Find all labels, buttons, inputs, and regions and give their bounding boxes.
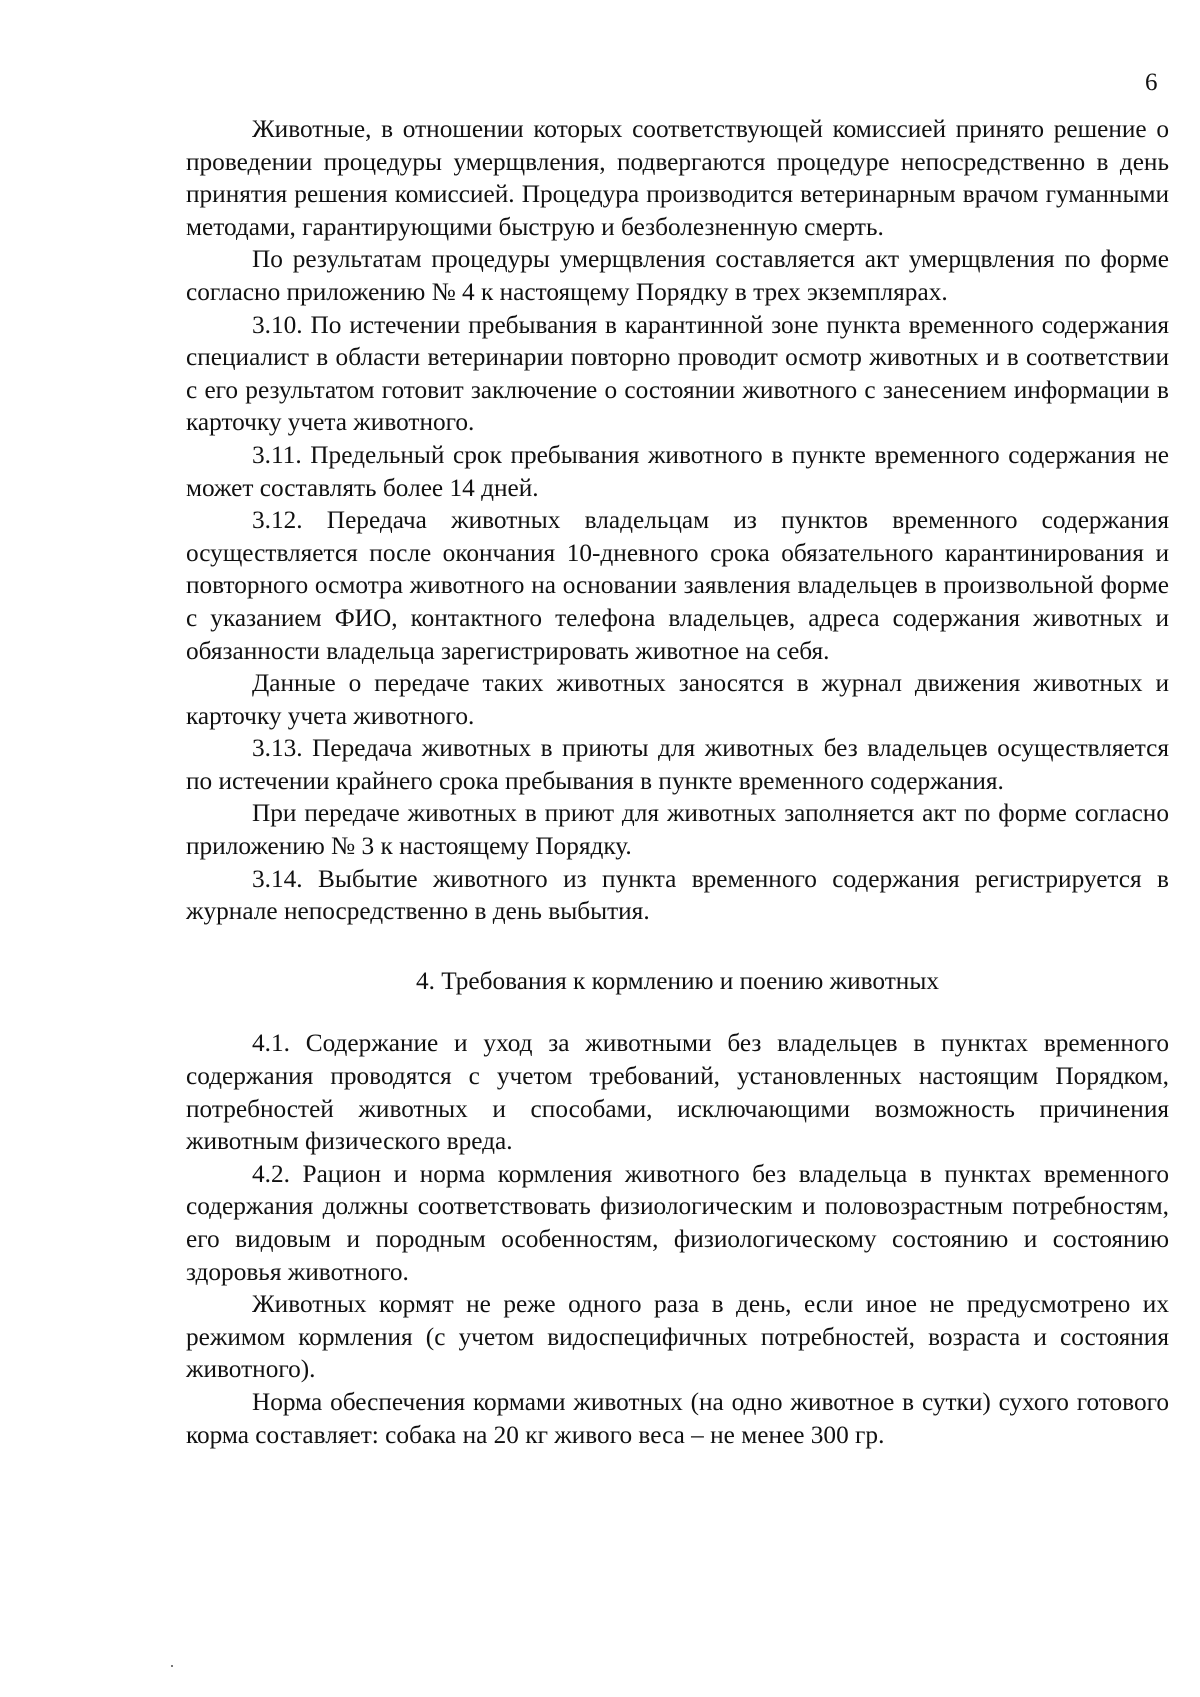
paragraph-shelter-act: При передаче животных в приют для животных заполняется акт по форме согласно приложению № 3 к настоящему Порядку. — [186, 799, 1169, 861]
paragraph-4-1: 4.1. Содержание и уход за животными без владельцев в пунктах временного содержания проводятся с учетом требований, установленных настоящим Порядком, потребностей животных и способами, исключающими возможность причинения животным физического вреда. — [186, 1029, 1169, 1156]
paragraph-feed-norm: Норма обеспечения кормами животных (на одно животное в сутки) сухого готового корма составляет: собака на 20 кг живого веса – не менее 300 гр. — [186, 1387, 1169, 1449]
paragraph-3-14: 3.14. Выбытие животного из пункта временного содержания регистрируется в журнале непосредственно в день выбытия. — [186, 864, 1169, 926]
paragraph-3-12: 3.12. Передача животных владельцам из пунктов временного содержания осуществляется после окончания 10-дневного срока обязательного карантинирования и повторного осмотра животного на основании заявления владельцев в произвольной форме с указанием ФИО, контактного телефона владельцев, адреса содержания животных и обязанности владельца зарегистрировать животное на себя. — [186, 506, 1169, 665]
section-heading: 4. Требования к кормлению и поению животных — [416, 966, 939, 995]
paragraph-animals-euthanasia-decision: Животные, в отношении которых соответствующей комиссией принято решение о проведении процедуры умерщвления, подвергаются процедуре непосредственно в день принятия решения комиссией. Процедура производится ветеринарным врачом гуманными методами, гарантирующими быструю и безболезненную смерть. — [186, 115, 1169, 241]
scan-dot-mark — [171, 1665, 173, 1667]
paragraph-feeding-frequency: Животных кормят не реже одного раза в день, если иное не предусмотрено их режимом кормления (с учетом видоспецифичных потребностей, возраста и состояния животного). — [186, 1290, 1169, 1384]
paragraph-transfer-data: Данные о передаче таких животных заносятся в журнал движения животных и карточку учета животного. — [186, 669, 1169, 730]
page-number: 6 — [1145, 69, 1158, 96]
paragraph-4-2: 4.2. Рацион и норма кормления животного без владельца в пунктах временного содержания должны соответствовать физиологическим и половозрастным потребностям, его видовым и породным особенностям, физиологическому состоянию и состоянию здоровья животного. — [186, 1159, 1169, 1286]
paragraph-3-13: 3.13. Передача животных в приюты для животных без владельцев осуществляется по истечении крайнего срока пребывания в пункте временного содержания. — [186, 734, 1169, 795]
paragraph-euthanasia-act: По результатам процедуры умерщвления составляется акт умерщвления по форме согласно приложению № 4 к настоящему Порядку в трех экземплярах. — [186, 245, 1169, 306]
paragraph-3-11: 3.11. Предельный срок пребывания животного в пункте временного содержания не может составлять более 14 дней. — [186, 440, 1169, 502]
paragraph-3-10: 3.10. По истечении пребывания в карантинной зоне пункта временного содержания специалист в области ветеринарии повторно проводит осмотр животных и в соответствии с его результатом готовит заключение о состоянии животного с занесением информации в карточку учета животного. — [186, 310, 1169, 437]
document-body — [186, 113, 1169, 1451]
